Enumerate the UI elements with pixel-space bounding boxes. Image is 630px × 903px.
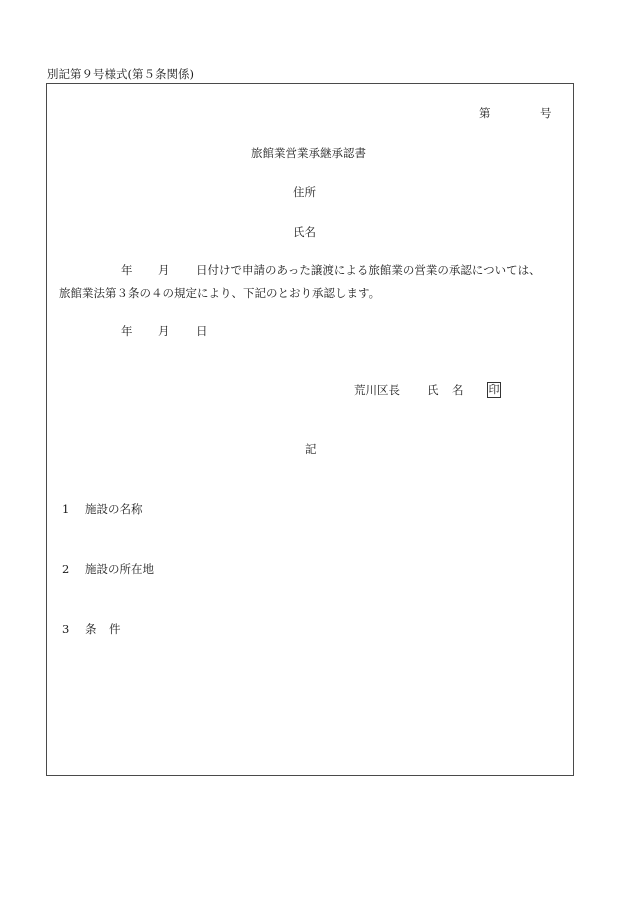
issuer-mei-label: 名 <box>452 383 464 397</box>
item-number: 2 <box>62 562 70 576</box>
body-text-line-1: 日付けで申請のあった譲渡による旅館業の営業の承認については、 <box>196 263 541 277</box>
item-label-conditions-part-2: 件 <box>109 622 121 636</box>
item-number: 1 <box>62 502 70 516</box>
seal-mark: 印 <box>488 383 500 396</box>
body-month-label: 月 <box>158 263 170 277</box>
name-label: 氏名 <box>293 225 316 239</box>
ki-heading: 記 <box>305 442 317 456</box>
number-dai-label: 第 <box>479 106 491 120</box>
document-title: 旅館業営業承継承認書 <box>251 146 366 160</box>
body-year-label: 年 <box>121 263 133 277</box>
item-label-facility-location: 施設の所在地 <box>85 562 154 576</box>
body-text-line-2: 旅館業法第３条の４の規定により、下記のとおり承認します。 <box>59 286 381 300</box>
date-day-label: 日 <box>196 324 208 338</box>
number-go-label: 号 <box>540 106 552 120</box>
item-number: 3 <box>62 622 70 636</box>
item-label-facility-name: 施設の名称 <box>85 502 143 516</box>
address-label: 住所 <box>293 185 316 199</box>
issuer-title: 荒川区長 <box>354 383 400 397</box>
item-label-conditions-part-1: 条 <box>85 622 97 636</box>
issuer-shi-label: 氏 <box>427 383 439 397</box>
date-month-label: 月 <box>158 324 170 338</box>
form-caption: 別記第９号様式(第５条関係) <box>47 67 194 81</box>
date-year-label: 年 <box>121 324 133 338</box>
